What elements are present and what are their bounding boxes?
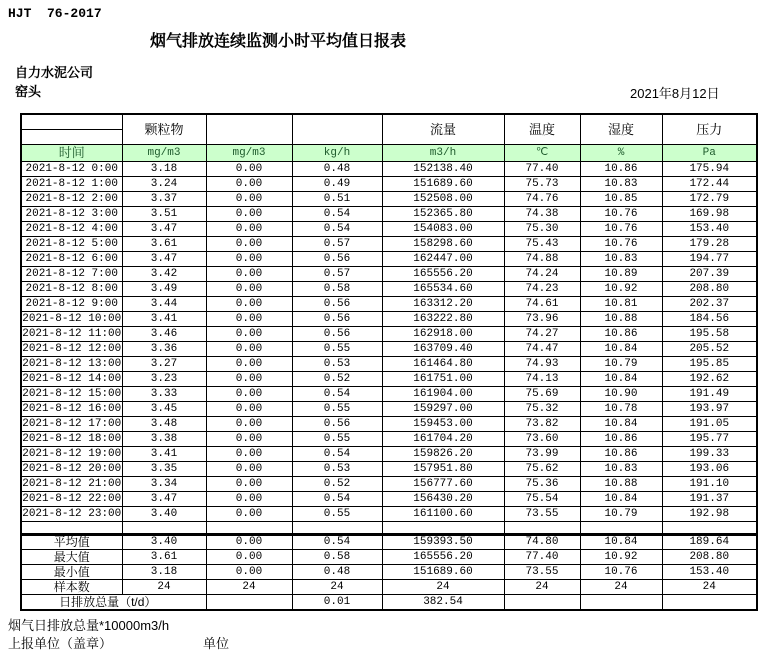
value-cell: 10.84	[580, 417, 662, 432]
value-cell: 207.39	[662, 267, 757, 282]
value-cell: 3.42	[122, 267, 206, 282]
value-cell: 10.86	[580, 432, 662, 447]
value-cell: 154083.00	[382, 222, 504, 237]
value-cell: 0.56	[292, 297, 382, 312]
value-cell: 73.55	[504, 565, 580, 580]
unit-cell-humidity: %	[580, 145, 662, 162]
value-cell: 161751.00	[382, 372, 504, 387]
value-cell: 156777.60	[382, 477, 504, 492]
value-cell: 73.96	[504, 312, 580, 327]
value-cell: 3.41	[122, 447, 206, 462]
value-cell: 3.41	[122, 312, 206, 327]
unit-cell-temp: ℃	[504, 145, 580, 162]
value-cell: 10.88	[580, 312, 662, 327]
table-row	[21, 477, 757, 492]
value-cell: 205.52	[662, 342, 757, 357]
time-cell: 2021-8-12 19:00	[22, 448, 122, 460]
value-cell: 10.81	[580, 297, 662, 312]
value-cell: 24	[122, 580, 206, 595]
summary-label-cell: 最大值	[21, 550, 122, 565]
value-cell: 0.00	[206, 447, 292, 462]
table-row	[21, 282, 757, 297]
value-cell: 159297.00	[382, 402, 504, 417]
daily-total-label: 日排放总量（t/d）	[21, 595, 206, 611]
value-cell: 0.00	[206, 507, 292, 522]
value-cell: 0.55	[292, 342, 382, 357]
value-cell: 0.52	[292, 372, 382, 387]
unit-cell-kgh: kg/h	[292, 145, 382, 162]
value-cell: 0.00	[206, 462, 292, 477]
value-cell: 0.55	[292, 507, 382, 522]
value-cell: 10.85	[580, 192, 662, 207]
value-cell: 202.37	[662, 297, 757, 312]
value-cell: 73.99	[504, 447, 580, 462]
value-cell: 10.84	[580, 372, 662, 387]
value-cell: 10.86	[580, 447, 662, 462]
value-cell: 0.49	[292, 177, 382, 192]
time-cell: 2021-8-12 3:00	[21, 207, 122, 222]
value-cell: 195.85	[662, 357, 757, 372]
table-row	[21, 402, 757, 417]
table-row	[21, 177, 757, 192]
value-cell: 10.84	[580, 492, 662, 507]
value-cell: 0.00	[206, 177, 292, 192]
value-cell: 74.23	[504, 282, 580, 297]
value-cell: 191.37	[662, 492, 757, 507]
value-cell: 0.00	[206, 565, 292, 580]
value-cell: 0.54	[292, 222, 382, 237]
time-cell: 2021-8-12 13:00	[22, 358, 122, 370]
value-cell: 3.38	[122, 432, 206, 447]
value-cell: 0.00	[206, 477, 292, 492]
value-cell: 24	[292, 580, 382, 595]
value-cell: 194.77	[662, 252, 757, 267]
value-cell: 10.76	[580, 222, 662, 237]
value-cell: 195.77	[662, 432, 757, 447]
value-cell: 0.52	[292, 477, 382, 492]
value-cell: 0.00	[206, 432, 292, 447]
value-cell: 0.00	[206, 372, 292, 387]
value-cell: 10.76	[580, 207, 662, 222]
value-cell: 3.40	[122, 507, 206, 522]
value-cell: 3.46	[122, 327, 206, 342]
header-group-row	[21, 114, 757, 130]
value-cell: 175.94	[662, 162, 757, 177]
value-cell: 10.84	[580, 342, 662, 357]
value-cell: 159393.50	[382, 534, 504, 550]
col-header-temperature: 温度	[504, 114, 580, 145]
value-cell: 0.00	[206, 342, 292, 357]
value-cell: 3.61	[122, 550, 206, 565]
daily-total-row	[21, 595, 757, 611]
table-row	[21, 252, 757, 267]
value-cell: 152138.40	[382, 162, 504, 177]
value-cell: 3.40	[122, 534, 206, 550]
value-cell: 161704.20	[382, 432, 504, 447]
value-cell: 3.37	[122, 192, 206, 207]
value-cell: 0.54	[292, 447, 382, 462]
col-header-pressure: 压力	[662, 114, 757, 145]
summary-label-cell: 样本数	[21, 580, 122, 595]
value-cell: 74.27	[504, 327, 580, 342]
value-cell: 152508.00	[382, 192, 504, 207]
value-cell: 75.30	[504, 222, 580, 237]
unit-cell-flow: m3/h	[382, 145, 504, 162]
unit-cell-pm: mg/m3	[122, 145, 206, 162]
value-cell: 0.00	[206, 297, 292, 312]
table-row	[21, 565, 757, 580]
time-cell: 2021-8-12 2:00	[21, 192, 122, 207]
value-cell: 153.40	[662, 565, 757, 580]
value-cell: 161100.60	[382, 507, 504, 522]
footnote-total-flow: 烟气日排放总量*10000m3/h	[8, 618, 170, 633]
value-cell: 0.57	[292, 237, 382, 252]
time-cell: 2021-8-12 9:00	[21, 297, 122, 312]
value-cell: 3.44	[122, 297, 206, 312]
value-cell: 75.73	[504, 177, 580, 192]
value-cell: 162447.00	[382, 252, 504, 267]
value-cell: 10.76	[580, 565, 662, 580]
value-cell: 24	[580, 580, 662, 595]
value-cell: 162918.00	[382, 327, 504, 342]
col-header-particulate: 颗粒物	[122, 114, 206, 145]
table-row	[21, 297, 757, 312]
value-cell	[504, 595, 580, 611]
value-cell: 0.00	[206, 267, 292, 282]
time-header-top-cell	[21, 114, 122, 130]
time-cell: 2021-8-12 6:00	[21, 252, 122, 267]
unit-cell-pm2: mg/m3	[206, 145, 292, 162]
value-cell: 382.54	[382, 595, 504, 611]
unit-label: 单位	[203, 636, 230, 651]
value-cell: 3.51	[122, 207, 206, 222]
value-cell: 3.48	[122, 417, 206, 432]
value-cell: 3.23	[122, 372, 206, 387]
value-cell: 0.57	[292, 267, 382, 282]
col-header-blank-2	[292, 114, 382, 145]
table-row	[21, 462, 757, 477]
table-row	[21, 207, 757, 222]
value-cell: 74.88	[504, 252, 580, 267]
value-cell: 0.56	[292, 417, 382, 432]
value-cell: 0.54	[292, 387, 382, 402]
value-cell: 208.80	[662, 282, 757, 297]
table-row	[21, 432, 757, 447]
value-cell: 3.36	[122, 342, 206, 357]
value-cell: 0.00	[206, 417, 292, 432]
summary-table	[20, 533, 758, 611]
col-header-flow: 流量	[382, 114, 504, 145]
value-cell: 10.83	[580, 462, 662, 477]
value-cell: 0.58	[292, 282, 382, 297]
value-cell: 24	[206, 580, 292, 595]
value-cell: 3.18	[122, 162, 206, 177]
table-row	[21, 387, 757, 402]
value-cell: 10.90	[580, 387, 662, 402]
value-cell: 0.48	[292, 565, 382, 580]
value-cell: 3.24	[122, 177, 206, 192]
table-row	[21, 417, 757, 432]
value-cell: 73.60	[504, 432, 580, 447]
value-cell: 169.98	[662, 207, 757, 222]
table-row	[21, 372, 757, 387]
time-cell: 2021-8-12 17:00	[22, 418, 122, 430]
value-cell: 3.34	[122, 477, 206, 492]
value-cell: 158298.60	[382, 237, 504, 252]
value-cell: 189.64	[662, 534, 757, 550]
company-name: 自力水泥公司	[15, 65, 94, 80]
value-cell: 151689.60	[382, 177, 504, 192]
hourly-data-table	[20, 113, 758, 536]
value-cell: 0.00	[206, 162, 292, 177]
value-cell: 10.86	[580, 162, 662, 177]
value-cell: 161904.00	[382, 387, 504, 402]
table-row	[21, 342, 757, 357]
value-cell: 10.89	[580, 267, 662, 282]
time-cell: 2021-8-12 5:00	[21, 237, 122, 252]
value-cell: 191.49	[662, 387, 757, 402]
value-cell: 199.33	[662, 447, 757, 462]
time-cell: 2021-8-12 10:00	[22, 313, 122, 325]
value-cell: 74.38	[504, 207, 580, 222]
value-cell: 10.83	[580, 252, 662, 267]
value-cell	[206, 595, 292, 611]
value-cell: 165534.60	[382, 282, 504, 297]
value-cell: 75.32	[504, 402, 580, 417]
time-header-cell: 时间	[21, 145, 122, 162]
value-cell: 165556.20	[382, 550, 504, 565]
value-cell: 163709.40	[382, 342, 504, 357]
value-cell: 0.55	[292, 402, 382, 417]
value-cell: 10.86	[580, 327, 662, 342]
table-row	[21, 447, 757, 462]
value-cell: 0.00	[206, 492, 292, 507]
value-cell: 165556.20	[382, 267, 504, 282]
value-cell: 10.79	[580, 507, 662, 522]
value-cell: 153.40	[662, 222, 757, 237]
value-cell: 0.00	[206, 534, 292, 550]
units-row	[21, 145, 757, 162]
value-cell: 0.00	[206, 387, 292, 402]
summary-label-cell: 最小值	[21, 565, 122, 580]
value-cell: 77.40	[504, 550, 580, 565]
value-cell: 195.58	[662, 327, 757, 342]
table-row	[21, 222, 757, 237]
value-cell: 75.43	[504, 237, 580, 252]
value-cell: 74.24	[504, 267, 580, 282]
value-cell: 73.55	[504, 507, 580, 522]
time-cell: 2021-8-12 18:00	[22, 433, 122, 445]
value-cell: 3.47	[122, 492, 206, 507]
value-cell: 73.82	[504, 417, 580, 432]
table-row	[21, 162, 757, 177]
value-cell: 0.48	[292, 162, 382, 177]
value-cell: 191.05	[662, 417, 757, 432]
time-cell: 2021-8-12 12:00	[22, 343, 122, 355]
time-cell: 2021-8-12 16:00	[22, 403, 122, 415]
value-cell: 77.40	[504, 162, 580, 177]
value-cell: 3.47	[122, 252, 206, 267]
value-cell: 74.47	[504, 342, 580, 357]
time-cell: 2021-8-12 20:00	[22, 463, 122, 475]
value-cell: 10.76	[580, 237, 662, 252]
value-cell: 3.61	[122, 237, 206, 252]
standard-code: HJT 76-2017	[8, 6, 102, 21]
value-cell: 3.45	[122, 402, 206, 417]
value-cell: 24	[662, 580, 757, 595]
value-cell: 75.69	[504, 387, 580, 402]
report-date: 2021年8月12日	[630, 86, 720, 101]
time-cell: 2021-8-12 14:00	[22, 373, 122, 385]
table-row	[21, 357, 757, 372]
value-cell: 74.93	[504, 357, 580, 372]
time-cell: 2021-8-12 1:00	[21, 177, 122, 192]
value-cell: 0.00	[206, 192, 292, 207]
value-cell: 172.44	[662, 177, 757, 192]
time-cell: 2021-8-12 8:00	[21, 282, 122, 297]
value-cell: 74.76	[504, 192, 580, 207]
time-cell: 2021-8-12 15:00	[22, 388, 122, 400]
value-cell: 10.88	[580, 477, 662, 492]
table-row	[21, 312, 757, 327]
value-cell: 156430.20	[382, 492, 504, 507]
time-cell: 2021-8-12 4:00	[21, 222, 122, 237]
value-cell: 0.54	[292, 492, 382, 507]
value-cell: 10.92	[580, 550, 662, 565]
value-cell: 0.53	[292, 357, 382, 372]
value-cell: 0.00	[206, 550, 292, 565]
value-cell: 3.18	[122, 565, 206, 580]
value-cell: 0.00	[206, 402, 292, 417]
value-cell: 163222.80	[382, 312, 504, 327]
value-cell: 0.00	[206, 357, 292, 372]
value-cell: 0.58	[292, 550, 382, 565]
value-cell: 3.49	[122, 282, 206, 297]
value-cell: 74.13	[504, 372, 580, 387]
time-cell: 2021-8-12 7:00	[21, 267, 122, 282]
value-cell: 3.27	[122, 357, 206, 372]
station-name: 窑头	[15, 84, 42, 99]
value-cell: 192.62	[662, 372, 757, 387]
value-cell: 193.06	[662, 462, 757, 477]
table-row	[21, 492, 757, 507]
value-cell: 74.61	[504, 297, 580, 312]
value-cell: 0.00	[206, 327, 292, 342]
value-cell: 3.33	[122, 387, 206, 402]
table-row	[21, 267, 757, 282]
value-cell: 0.56	[292, 252, 382, 267]
value-cell: 0.00	[206, 207, 292, 222]
value-cell: 75.62	[504, 462, 580, 477]
table-row	[21, 192, 757, 207]
value-cell: 157951.80	[382, 462, 504, 477]
value-cell: 10.83	[580, 177, 662, 192]
value-cell: 0.00	[206, 312, 292, 327]
value-cell: 3.35	[122, 462, 206, 477]
value-cell: 0.00	[206, 222, 292, 237]
value-cell: 24	[382, 580, 504, 595]
value-cell: 75.54	[504, 492, 580, 507]
value-cell: 10.92	[580, 282, 662, 297]
value-cell: 179.28	[662, 237, 757, 252]
time-cell: 2021-8-12 11:00	[22, 328, 122, 340]
value-cell: 159826.20	[382, 447, 504, 462]
value-cell: 193.97	[662, 402, 757, 417]
value-cell: 3.47	[122, 222, 206, 237]
table-row	[21, 327, 757, 342]
value-cell: 74.80	[504, 534, 580, 550]
time-cell: 2021-8-12 23:00	[22, 508, 122, 520]
value-cell: 0.56	[292, 312, 382, 327]
value-cell: 208.80	[662, 550, 757, 565]
value-cell: 0.55	[292, 432, 382, 447]
value-cell: 10.79	[580, 357, 662, 372]
value-cell: 0.51	[292, 192, 382, 207]
value-cell	[662, 595, 757, 611]
value-cell: 0.54	[292, 207, 382, 222]
value-cell: 159453.00	[382, 417, 504, 432]
col-header-blank-1	[206, 114, 292, 145]
col-header-humidity: 湿度	[580, 114, 662, 145]
value-cell: 184.56	[662, 312, 757, 327]
table-row	[21, 237, 757, 252]
value-cell: 0.01	[292, 595, 382, 611]
value-cell: 191.10	[662, 477, 757, 492]
value-cell: 163312.20	[382, 297, 504, 312]
table-row	[21, 550, 757, 565]
value-cell: 172.79	[662, 192, 757, 207]
value-cell: 10.78	[580, 402, 662, 417]
value-cell: 0.00	[206, 237, 292, 252]
summary-label-cell: 平均值	[21, 534, 122, 550]
value-cell: 151689.60	[382, 565, 504, 580]
value-cell: 192.98	[662, 507, 757, 522]
value-cell: 0.53	[292, 462, 382, 477]
value-cell: 152365.80	[382, 207, 504, 222]
time-cell: 2021-8-12 0:00	[21, 162, 122, 177]
time-header-bottom-cell	[21, 130, 122, 145]
value-cell: 161464.80	[382, 357, 504, 372]
value-cell: 0.54	[292, 534, 382, 550]
value-cell: 0.00	[206, 252, 292, 267]
value-cell: 75.36	[504, 477, 580, 492]
unit-cell-pressure: Pa	[662, 145, 757, 162]
table-row	[21, 534, 757, 550]
table-row	[21, 580, 757, 595]
time-cell: 2021-8-12 21:00	[22, 478, 122, 490]
reporting-unit-label: 上报单位（盖章）	[8, 636, 113, 651]
value-cell: 0.00	[206, 282, 292, 297]
value-cell: 10.84	[580, 534, 662, 550]
value-cell: 24	[504, 580, 580, 595]
report-title: 烟气排放连续监测小时平均值日报表	[150, 33, 407, 50]
time-cell: 2021-8-12 22:00	[22, 493, 122, 505]
value-cell: 0.56	[292, 327, 382, 342]
table-row	[21, 507, 757, 522]
value-cell	[580, 595, 662, 611]
